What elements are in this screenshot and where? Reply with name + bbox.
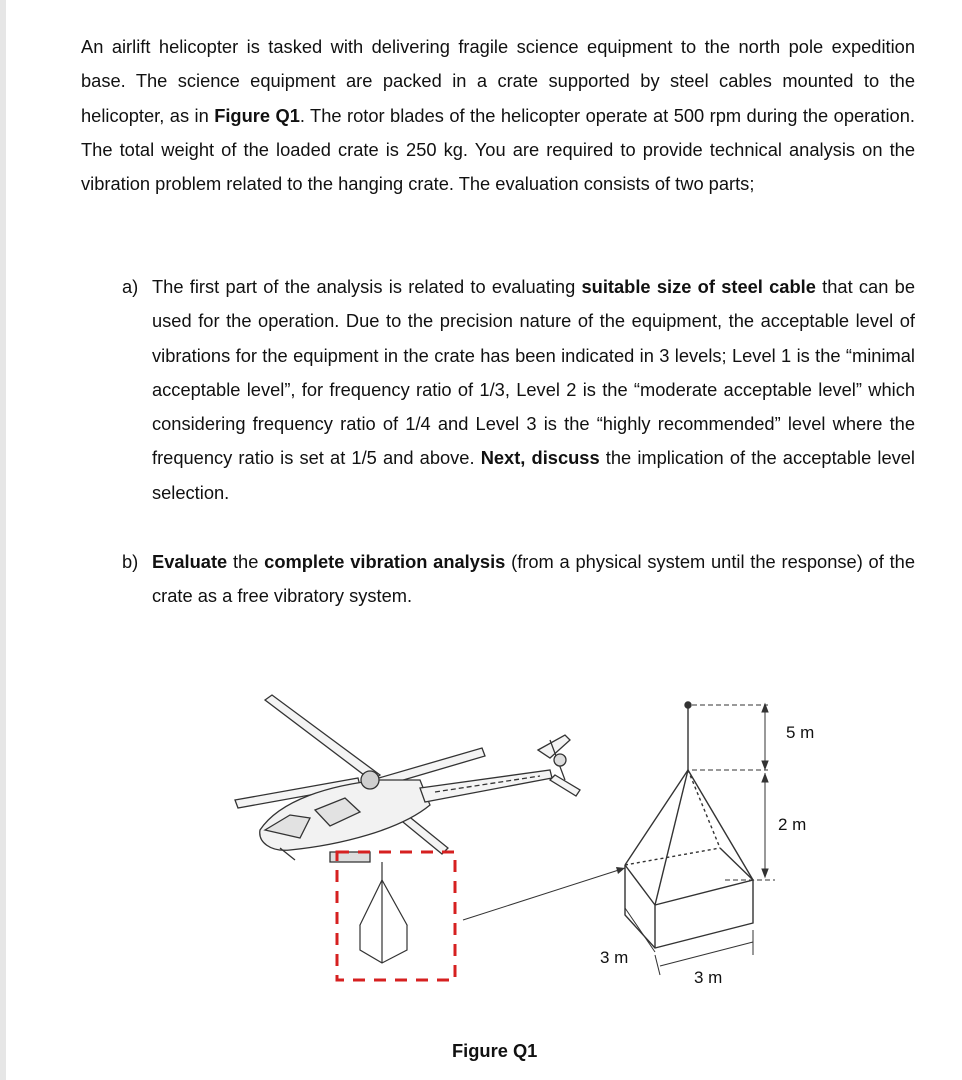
intro-figure-ref: Figure Q1 xyxy=(214,104,300,126)
intro-paragraph xyxy=(81,30,915,201)
large-crate xyxy=(625,702,753,948)
part-a-marker: a) xyxy=(122,276,139,297)
part-b-marker: b) xyxy=(122,551,139,572)
part-a-text-3: the implication of the acceptable level selection. xyxy=(152,447,915,503)
figure-caption: Figure Q1 xyxy=(452,1040,538,1061)
small-crate xyxy=(360,862,407,963)
leader-arrowhead xyxy=(616,867,625,874)
part-a xyxy=(122,270,915,510)
dim-label-3m-depth: 3 m xyxy=(600,948,629,967)
helicopter-drawing xyxy=(235,695,580,862)
part-a-text-2: that can be used for the operation. Due to the precision nature of the equipment, the acceptable level of vibrations for the equipment in the crate has been indicated in 3 levels; Level 1 is the “minimal acceptable level”, for frequency ratio of 1/3, Level 2 is the “moderate acceptable level” which considering frequency ratio of 1/4 and Level 3 is the “highly recommended” level where the frequency ratio is set at 1/5 and above. xyxy=(152,276,915,469)
dimension-lines xyxy=(625,704,775,975)
leader-line xyxy=(463,868,625,920)
part-a-text xyxy=(152,270,915,510)
part-b-bold-1: Evaluate xyxy=(152,551,228,572)
part-b-text-2: (from a physical system until the response) of the crate as a free vibratory system. xyxy=(152,551,915,607)
part-a-text-1: The first part of the analysis is related to evaluating xyxy=(152,276,582,297)
part-a-bold-1: suitable size of steel cable xyxy=(581,276,816,297)
part-a-bold-2: Next, discuss xyxy=(480,447,600,469)
dim-label-2m: 2 m xyxy=(778,815,807,834)
intro-text-1: An airlift helicopter is tasked with delivering fragile science equipment to the north pole expedition base. The science equipment are packed in a crate supported by steel cables mounted to the helicopter, as in xyxy=(81,36,915,126)
dim-label-5m: 5 m xyxy=(786,723,815,742)
part-b-bold-2: complete vibration analysis xyxy=(264,551,506,572)
dim-label-3m-width: 3 m xyxy=(694,968,723,987)
intro-text-2: . The rotor blades of the helicopter operate at 500 rpm during the operation. The total weight of the loaded crate is 250 kg. You are required to provide technical analysis on the vibration problem related to the hanging crate. The evaluation consists of two parts; xyxy=(81,104,915,195)
part-b-text-1: the xyxy=(227,551,265,572)
figure-q1 xyxy=(220,680,840,1000)
part-b xyxy=(122,545,915,614)
part-b-text xyxy=(152,545,915,614)
